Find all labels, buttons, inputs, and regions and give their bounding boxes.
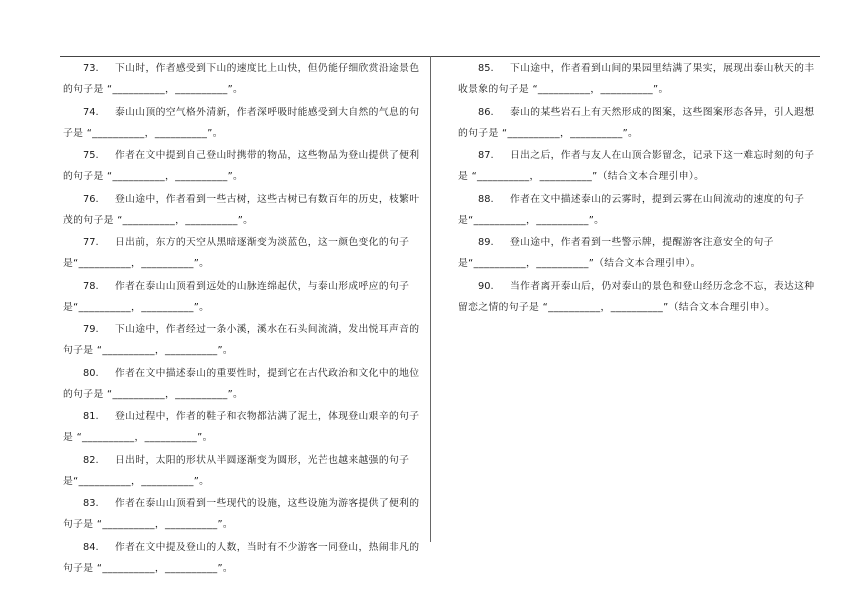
question-number: 83.: [83, 498, 99, 509]
question-text: 作者在文中描述泰山的重要性时，提到它在古代政治和文化中的地位的句子是 “__________，__________”。: [63, 367, 420, 400]
question-number: 77.: [83, 237, 99, 248]
question-74: [63, 102, 425, 144]
question-number: 75.: [83, 150, 99, 161]
question-number: 90.: [478, 280, 494, 292]
question-90: [458, 276, 820, 318]
question-text: 作者在文中提到自己登山时携带的物品，这些物品为登山提供了便利的句子是 “__________，__________”。: [63, 150, 420, 182]
question-85: [458, 58, 820, 100]
question-number: 89.: [478, 237, 494, 248]
question-text: 作者在文中提及登山的人数，当时有不少游客一同登山，热闹非凡的句子是 “__________，__________”。: [63, 541, 420, 574]
question-77: [63, 232, 425, 274]
question-text: 作者在泰山山顶看到一些现代的设施，这些设施为游客提供了便利的句子是 “__________，__________”。: [63, 498, 420, 530]
question-number: 86.: [478, 106, 494, 118]
question-text: 下山途中，作者看到山间的果园里结满了果实，展现出泰山秋天的丰收景象的句子是 “__________，__________”。: [458, 63, 815, 95]
question-75: [63, 145, 425, 187]
question-number: 82.: [83, 454, 99, 466]
question-number: 84.: [83, 541, 99, 553]
question-73: [63, 58, 425, 100]
question-89: [458, 232, 820, 274]
question-number: 79.: [83, 324, 99, 335]
question-text: 泰山的某些岩石上有天然形成的图案，这些图案形态各异，引人遐想的句子是 “__________，__________”。: [458, 106, 815, 139]
question-80: [63, 363, 425, 405]
question-text: 日出时，太阳的形状从半圆逐渐变为圆形，光芒也越来越强的句子是“__________，__________”。: [63, 454, 410, 487]
question-text: 下山途中，作者经过一条小溪，溪水在石头间流淌，发出悦耳声音的句子是 “__________，__________”。: [63, 324, 420, 356]
question-82: [63, 450, 425, 492]
question-number: 88.: [478, 193, 494, 205]
question-text: 作者在泰山山顶看到远处的山脉连绵起伏，与泰山形成呼应的句子是“__________，__________”。: [63, 280, 410, 313]
question-text: 下山时，作者感受到下山的速度比上山快，但仍能仔细欣赏沿途景色的句子是 “__________，__________”。: [63, 63, 420, 95]
question-81: [63, 406, 425, 448]
question-text: 泰山山顶的空气格外清新，作者深呼吸时能感受到大自然的气息的句子是 “__________，__________”。: [63, 106, 420, 139]
question-text: 登山途中，作者看到一些警示牌，提醒游客注意安全的句子是“__________，__________”（结合文本合理引申）。: [458, 237, 774, 269]
question-number: 74.: [83, 106, 99, 118]
question-83: [63, 493, 425, 535]
question-number: 87.: [478, 150, 494, 161]
question-number: 76.: [83, 193, 99, 205]
question-number: 81.: [83, 411, 99, 422]
question-text: 登山过程中，作者的鞋子和衣物都沾满了泥土，体现登山艰辛的句子是 “__________，__________”。: [63, 411, 420, 443]
question-text: 作者在文中描述泰山的云雾时，提到云雾在山间流动的速度的句子是“__________，__________”。: [458, 193, 805, 226]
question-text: 日出之后，作者与友人在山顶合影留念，记录下这一难忘时刻的句子是 “__________，__________”（结合文本合理引申）。: [458, 150, 815, 182]
left-column: [63, 58, 425, 580]
question-86: [458, 102, 820, 144]
question-number: 80.: [83, 367, 99, 379]
question-number: 85.: [478, 63, 494, 74]
question-number: 78.: [83, 280, 99, 292]
question-79: [63, 319, 425, 361]
top-rule: [60, 56, 820, 57]
question-text: 当作者离开泰山后，仍对泰山的景色和登山经历念念不忘，表达这种留恋之情的句子是 “__________，__________”（结合文本合理引申）。: [458, 280, 815, 313]
question-84: [63, 537, 425, 579]
question-88: [458, 189, 820, 231]
question-number: 73.: [83, 63, 99, 74]
question-76: [63, 189, 425, 231]
question-78: [63, 276, 425, 318]
right-column: [458, 58, 820, 319]
column-divider: [430, 56, 431, 542]
question-text: 登山途中，作者看到一些古树，这些古树已有数百年的历史，枝繁叶茂的句子是 “__________，__________”。: [63, 193, 420, 226]
question-87: [458, 145, 820, 187]
question-text: 日出前，东方的天空从黑暗逐渐变为淡蓝色，这一颜色变化的句子是“__________，__________”。: [63, 237, 410, 269]
